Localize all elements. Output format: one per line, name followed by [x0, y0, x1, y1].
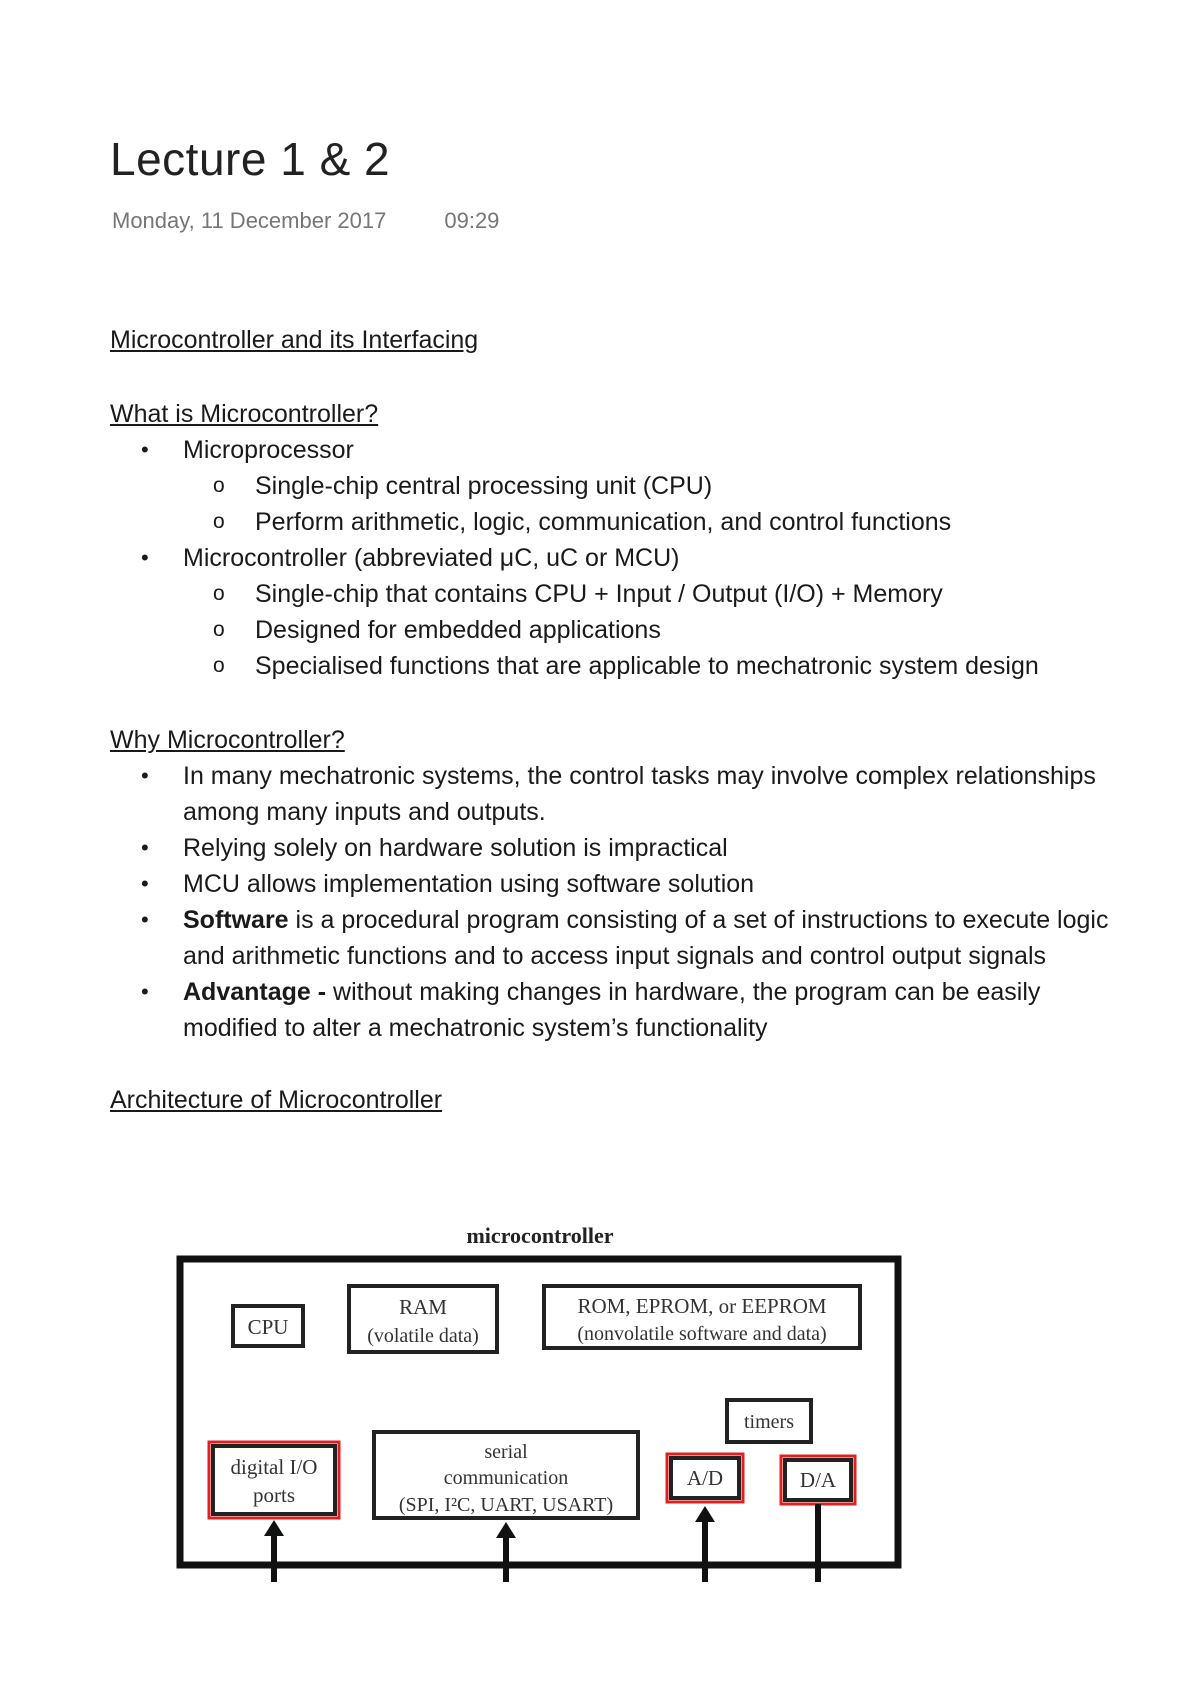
section-heading-why: Why Microcontroller? — [110, 726, 345, 754]
ram-sublabel: (volatile data) — [367, 1325, 479, 1347]
rom-label: ROM, EPROM, or EEPROM — [577, 1294, 827, 1318]
list-item: • MCU allows implementation using software solution — [110, 866, 1130, 902]
section-heading-what: What is Microcontroller? — [110, 400, 379, 428]
microcontroller-architecture-diagram — [170, 1222, 910, 1582]
da-label: D/A — [799, 1468, 837, 1492]
page-time: 09:29 — [444, 208, 500, 233]
ad-arrow-head — [695, 1506, 715, 1522]
list-item: • Advantage - without making changes in hardware, the program can be easily modified to alter a mechatronic system’s functionality — [110, 974, 1130, 1046]
microcontroller-sublist — [110, 576, 1130, 684]
serial-label-3: (SPI, I²C, UART, USART) — [398, 1494, 614, 1516]
timers-label: timers — [744, 1411, 794, 1433]
list-subitem: o Specialised functions that are applicable to mechatronic system design — [110, 648, 1130, 684]
list-subitem: o Single-chip that contains CPU + Input / Output (I/O) + Memory — [110, 576, 1130, 612]
serial-arrow-head — [496, 1522, 516, 1538]
page-timestamp — [112, 208, 499, 234]
why-list — [110, 758, 1130, 1046]
rom-sublabel: (nonvolatile software and data) — [577, 1323, 827, 1345]
bold-term-advantage: Advantage - — [183, 978, 327, 1006]
list-item: • In many mechatronic systems, the control tasks may involve complex relationships among many inputs and outputs. — [110, 758, 1130, 830]
section-heading-main: Microcontroller and its Interfacing — [110, 326, 479, 354]
list-item-microprocessor: • Microprocessor — [110, 432, 1130, 468]
list-item: • Relying solely on hardware solution is impractical — [110, 830, 1130, 866]
microprocessor-sublist — [110, 468, 1130, 540]
what-list — [110, 432, 1130, 468]
diagram-title: microcontroller — [466, 1223, 614, 1248]
bold-term-software: Software — [183, 906, 289, 934]
page-date: Monday, 11 December 2017 — [112, 208, 387, 233]
list-subitem: o Single-chip central processing unit (CPU) — [110, 468, 1130, 504]
list-item-microcontroller: • Microcontroller (abbreviated μC, uC or MCU) — [110, 540, 1130, 576]
list-subitem: o Designed for embedded applications — [110, 612, 1130, 648]
list-subitem: o Perform arithmetic, logic, communication, and control functions — [110, 504, 1130, 540]
serial-label-1: serial — [484, 1441, 528, 1463]
dio-arrow-head — [264, 1520, 284, 1536]
digital-io-label: digital I/O — [230, 1455, 318, 1479]
list-item: • Software is a procedural program consisting of a set of instructions to execute logic and arithmetic functions and to access input signals and control output signals — [110, 902, 1130, 974]
ad-label: A/D — [686, 1466, 724, 1490]
note-body — [110, 322, 1130, 1118]
serial-label-2: communication — [443, 1467, 569, 1489]
digital-io-sublabel: ports — [253, 1483, 295, 1507]
cpu-label: CPU — [247, 1315, 289, 1339]
section-heading-architecture: Architecture of Microcontroller — [110, 1086, 443, 1114]
page-title: Lecture 1 & 2 — [110, 133, 391, 185]
ram-label: RAM — [399, 1295, 447, 1319]
